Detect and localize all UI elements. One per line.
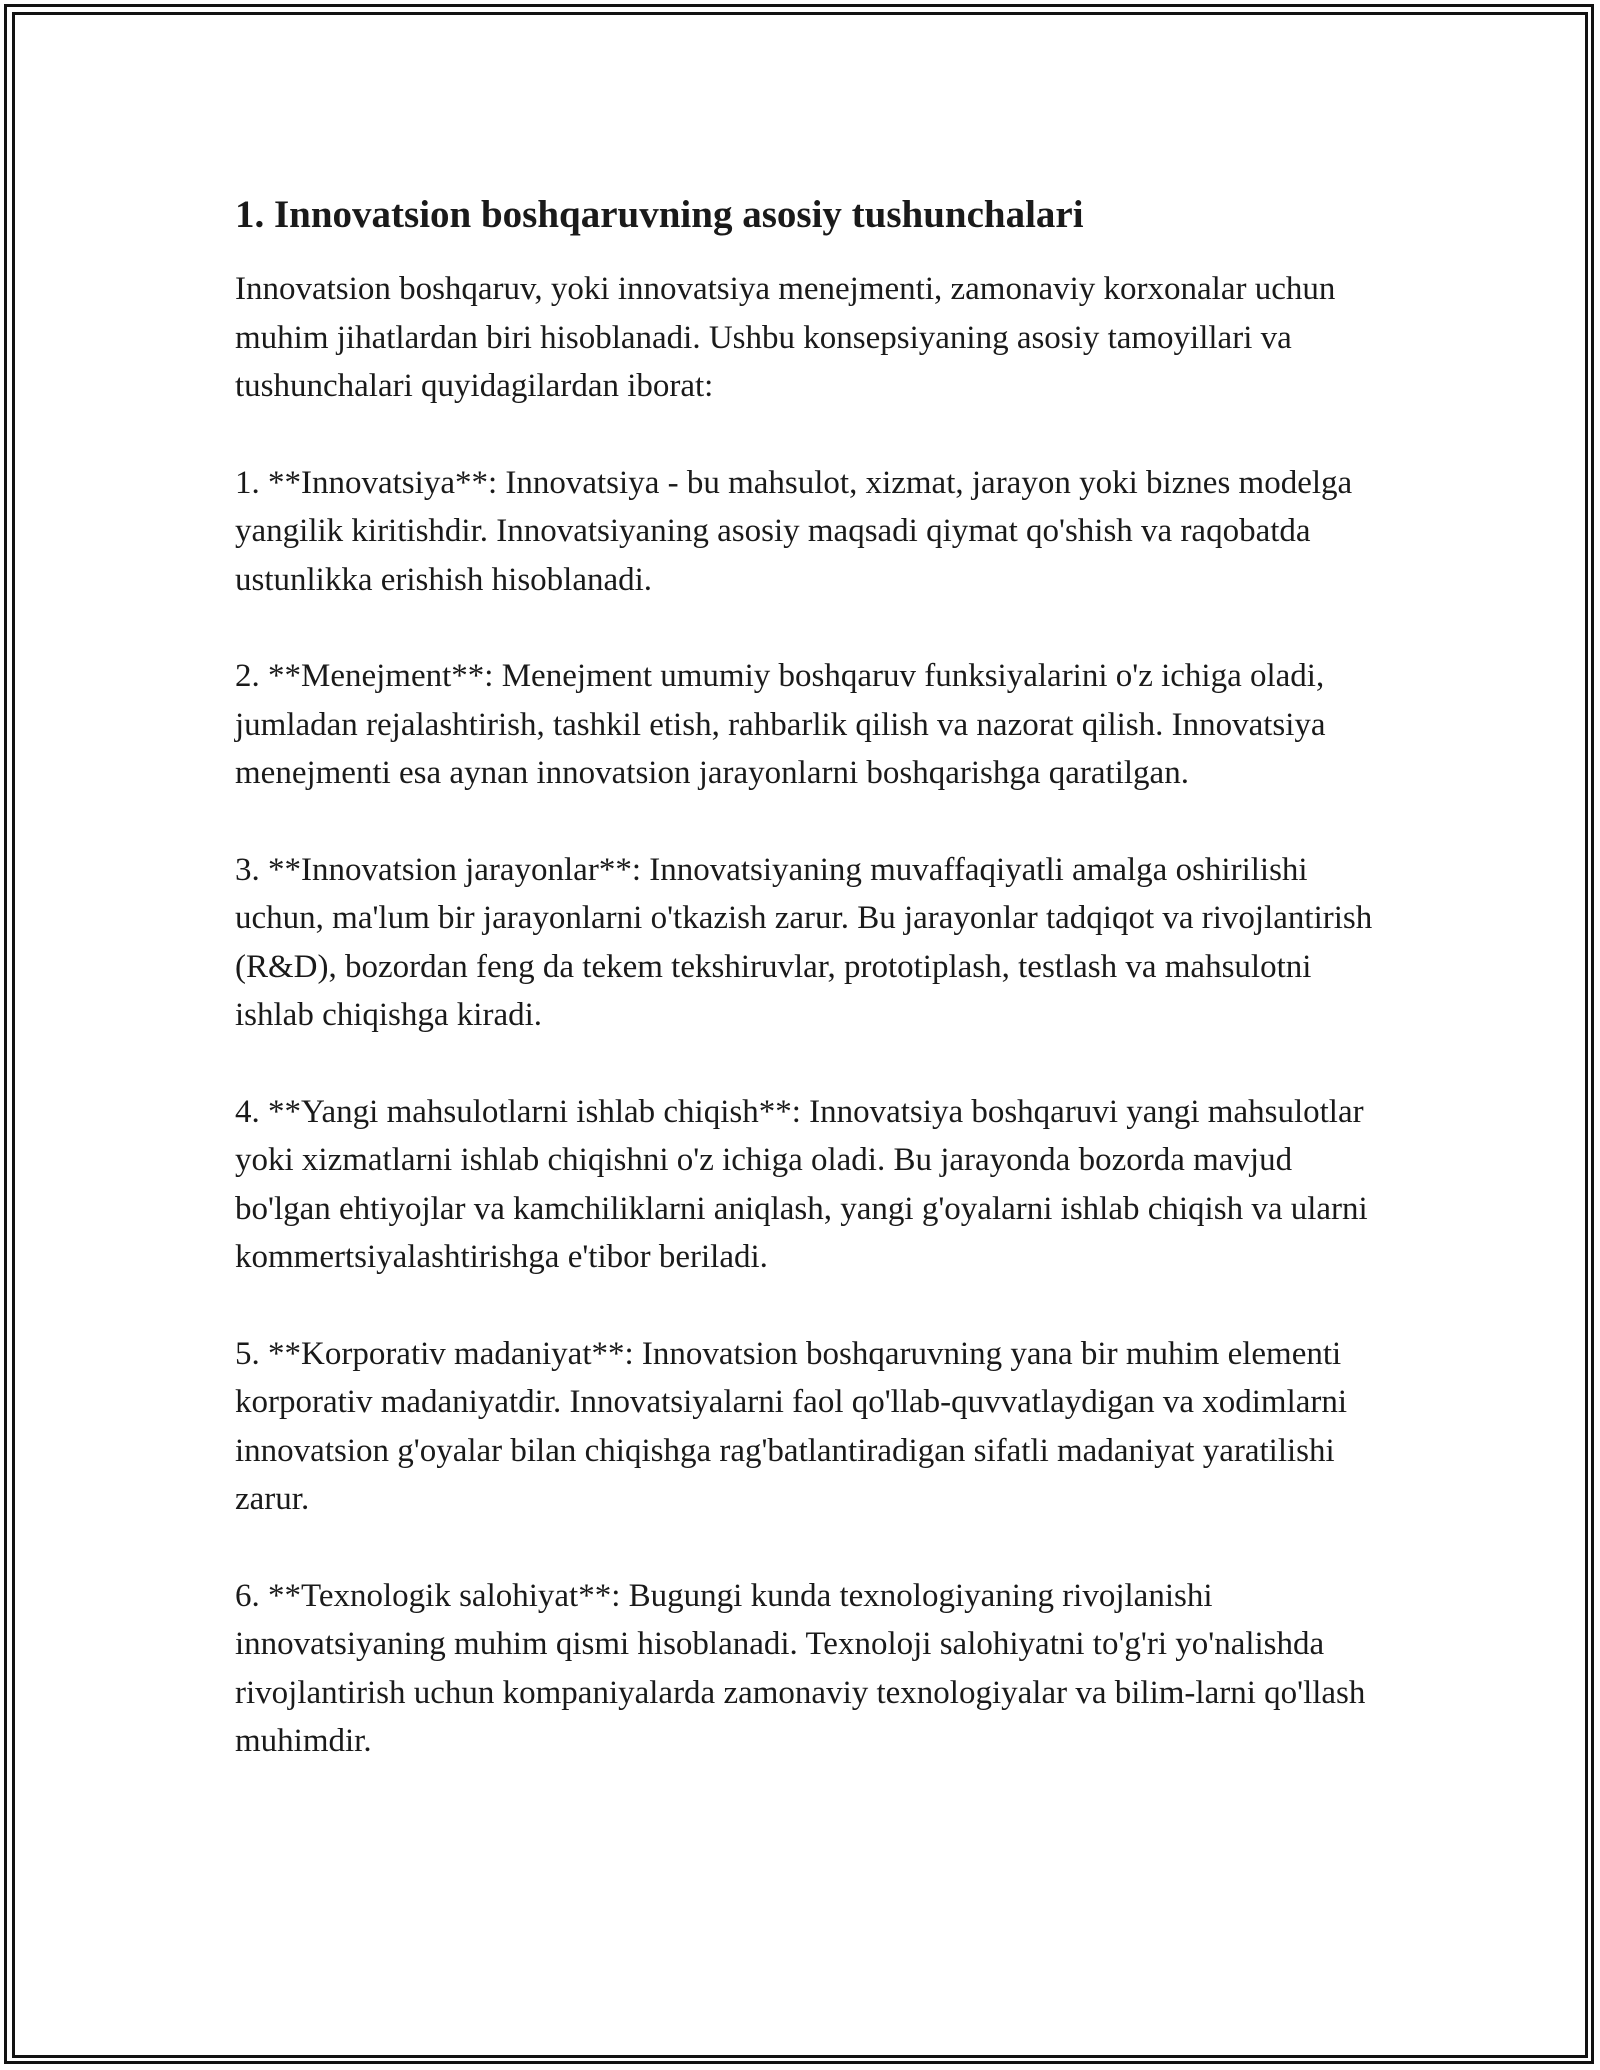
document-body	[235, 185, 1385, 1814]
list-item-korporativ-madaniyat: 5. **Korporativ madaniyat**: Innovatsion boshqaruvning yana bir muhim elementi korporativ madaniyatdir. Innovatsiyalarni faol qo'llab-quvvatlaydigan va xodimlarni innovatsion g'oyalar bilan chiqishga rag'batlantiradigan sifatli madaniyat yaratilishi zarur.	[235, 1335, 1348, 1517]
section-heading: 1. Innovatsion boshqaruvning asosiy tushunchalari	[235, 193, 1084, 236]
list-item-yangi-mahsulotlar: 4. **Yangi mahsulotlarni ishlab chiqish**: Innovatsiya boshqaruvi yangi mahsulotlar yoki xizmatlarni ishlab chiqishni o'z ichiga oladi. Bu jarayonda bozorda mavjud bo'lgan ehtiyojlar va kamchiliklarni aniqlash, yangi g'oyalarni ishlab chiqish va ularni kommertsiyalashtirishga e'tibor beriladi.	[235, 1093, 1368, 1275]
list-item-texnologik-salohiyat: 6. **Texnologik salohiyat**: Bugungi kunda texnologiyaning rivojlanishi innovatsiyaning muhim qismi hisoblanadi. Texnoloji salohiyatni to'g'ri yo'nalishda rivojlantirish uchun kompaniyalarda zamonaviy texnologiyalar va bilim-larni qo'llash muhimdir.	[235, 1577, 1366, 1759]
list-item-innovatsion-jarayonlar: 3. **Innovatsion jarayonlar**: Innovatsiyaning muvaffaqiyatli amalga oshirilishi uchun, ma'lum bir jarayonlarni o'tkazish zarur. Bu jarayonlar tadqiqot va rivojlantirish (R&D), bozordan feng da tekem tekshiruvlar, prototiplash, testlash va mahsulotni ishlab chiqishga kiradi.	[235, 851, 1373, 1033]
intro-paragraph: Innovatsion boshqaruv, yoki innovatsiya menejmenti, zamonaviy korxonalar uchun muhim jihatlardan biri hisoblanadi. Ushbu konsepsiyaning asosiy tamoyillari va tushunchalari quyidagilardan iborat:	[235, 271, 1336, 404]
list-item-innovatsiya: 1. **Innovatsiya**: Innovatsiya - bu mahsulot, xizmat, jarayon yoki biznes modelga yangilik kiritishdir. Innovatsiyaning asosiy maqsadi qiymat qo'shish va raqobatda ustunlikka erishish hisoblanadi.	[235, 464, 1353, 598]
list-item-menejment: 2. **Menejment**: Menejment umumiy boshqaruv funksiyalarini o'z ichiga oladi, jumladan rejalashtirish, tashkil etish, rahbarlik qilish va nazorat qilish. Innovatsiya menejmenti esa aynan innovatsion jarayonlarni boshqarishga qaratilgan.	[235, 658, 1326, 791]
